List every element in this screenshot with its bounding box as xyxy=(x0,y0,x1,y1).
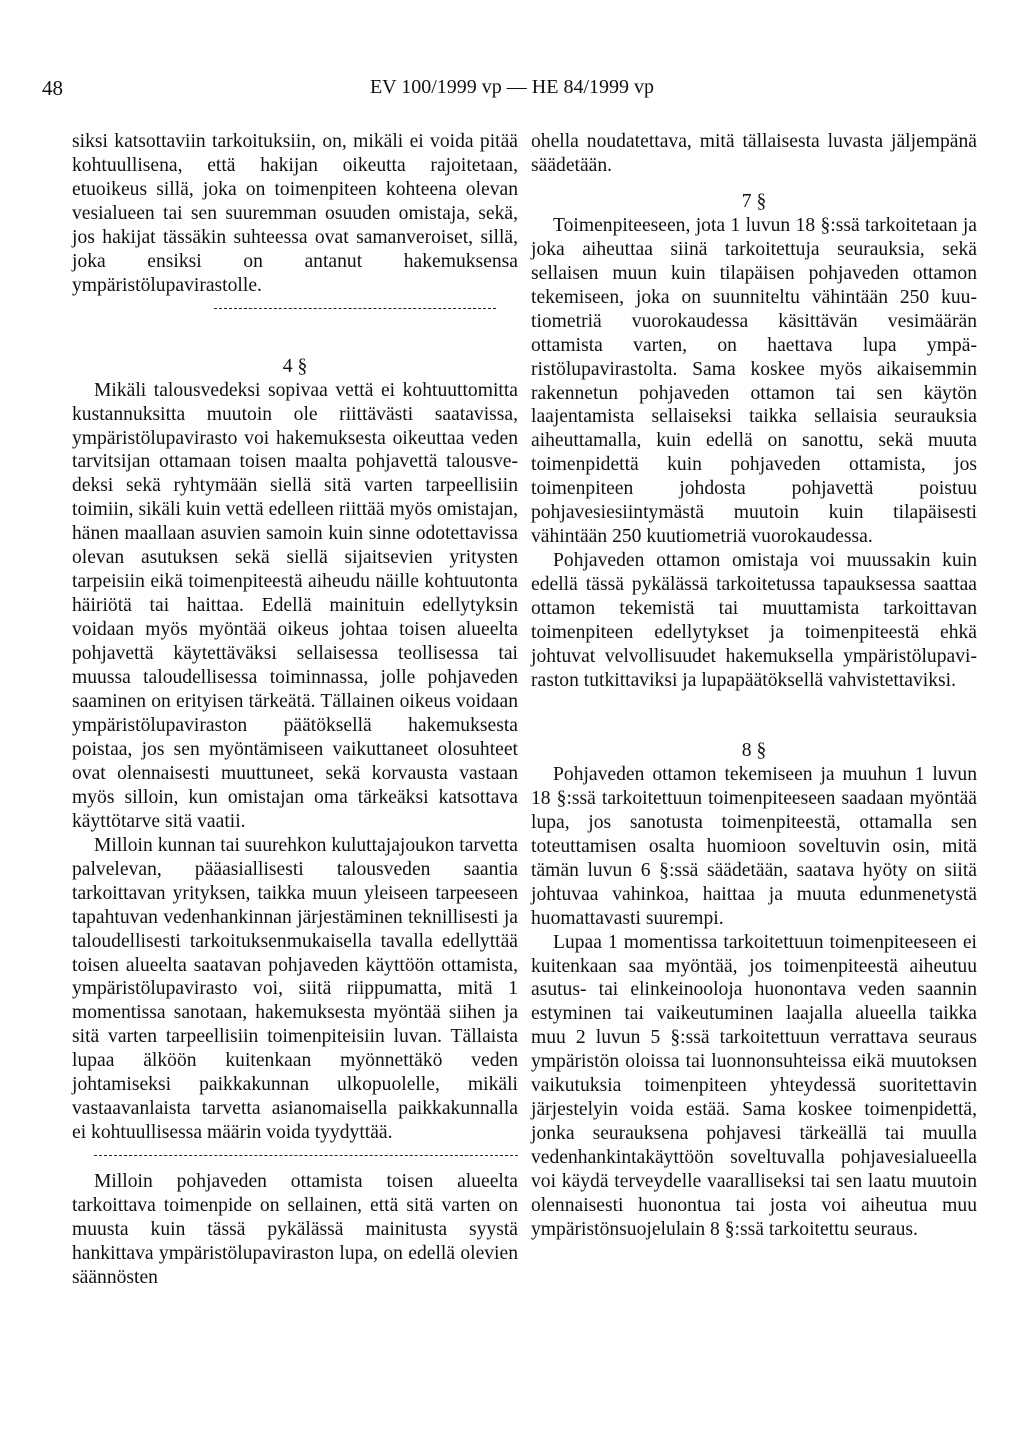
right-column xyxy=(531,130,977,1242)
omission-separator xyxy=(94,1155,518,1156)
right-paragraph-1: ohella noudatettava, mitä tällaisesta luvasta jäljempänä säädetään. xyxy=(531,131,977,176)
left-paragraph-4: Milloin pohjaveden ottamista toisen alueelta tarkoittava toimenpide on sellainen, että sitä varten on muusta kuin tässä pykälässä mainitusta syystä hankittava ympäristölupaviraston lupa, on edellä olevien säännösten xyxy=(72,1171,518,1288)
left-column xyxy=(72,130,518,1290)
right-paragraph-2: Toimenpiteeseen, jota 1 luvun 18 §:ssä tarkoitetaan ja joka aiheuttaa siinä tarkoitettuja seurauksia, sekä sellaisen muun kuin tilapäisen pohjaveden ottamon tekemiseen, joka on suunniteltu vähintään 250 kuutiometriä vuorokaudessa käsittävän vesimäärän ottamista varten, on haettava lupa ympäristölupavirastolta. Sama koskee myös aikaisemmin rakennetun pohjaveden ottamon tai sen käytön laajentamista sellaiseksi taikka sellaisia seurauksia aiheuttamalla, kuin edellä on sanottu, sekä muuta toimenpidettä kuin pohjaveden ottamista, jos toimenpiteen johdosta pohjavettä poistuu pohjavesiesiintymästä muutoin kuin tilapäisesti vähintään 250 kuutiometriä vuorokaudessa. xyxy=(531,214,977,548)
section-7-heading: 7 § xyxy=(741,190,767,212)
right-paragraph-5: Lupaa 1 momentissa tarkoitettuun toimenpiteeseen ei kuitenkaan saa myöntää, jos toimenpiteestä aiheutuu asutus- tai elinkeinooloja huonontava veden saannin estyminen tai vaikeutuminen laajalla alueella taikka muu 2 luvun 5 §:ssä tarkoitettuun verrattava seuraus ympäristön oloissa tai luonnonsuhteissa eikä muutoksen vaikutuksia toimenpiteen yhteydessä suoritettavin järjestelyin voida estää. Sama koskee toimenpidettä, jonka seurauksena pohjavesi tärkeällä tai muulla vedenhankintakäyttöön soveltuvalla pohjavesialueella voi käydä terveydelle vaaralliseksi tai sen laatu muutoin olennaisesti huonontua tai josta voi aiheutua muu ympäristönsuojelulain 8 §:ssä tarkoitettu seuraus. xyxy=(531,931,977,1240)
running-head: EV 100/1999 vp — HE 84/1999 vp xyxy=(369,76,655,98)
left-paragraph-1: siksi katsottaviin tarkoituksiin, on, mikäli ei voida pitää kohtuullisena, että hakijan oikeutta rajoitetaan, etuoikeus sillä, joka on toimenpiteen kohteena olevan vesialueen tai sen suuremman osuuden omistaja, sekä, jos hakijat tässäkin suhteessa ovat samanveroiset, sillä, joka ensiksi on antanut hakemuksensa ympäristölupavirastolle. xyxy=(72,131,518,296)
section-8-heading: 8 § xyxy=(741,739,767,761)
omission-separator xyxy=(214,308,496,309)
left-paragraph-3: Milloin kunnan tai suurehkon kuluttajajoukon tarvetta palvelevan, pääasiallisesti talousveden saantia tarkoittavan yrityksen, taikka muun yleiseen tarpeeseen tapahtuvan vedenhankinnan järjestäminen teknillisesti ja taloudellisesti tarkoituksenmukaisella tavalla edellyttää toisen alueelta saatavan pohjaveden käyttöön ottamista, ympäristölupavirasto voi, siitä riippumatta, mitä 1 momentissa sanotaan, hakemuksesta myöntää siihen ja sitä varten tarpeellisiin toimenpiteisiin luvan. Tällaista lupaa älköön kuitenkaan myönnettäkö veden johtamiseksi paikkakunnan ulkopuolelle, mikäli vastaavanlaista tarvetta asianomaisella paikkakunnalla ei kohtuullisessa määrin voida tyydyttää. xyxy=(72,834,518,1144)
right-paragraph-3: Pohjaveden ottamon omistaja voi muussakin kuin edellä tässä pykälässä tarkoitetussa tapauksessa saattaa ottamon tekemistä tai muuttamista tarkoittavan toimenpiteen edellytykset ja toimenpiteestä ehkä johtuvat velvollisuudet hakemuksella ympäristölupaviraston tutkittaviksi ja lupapäätöksellä vahvistettaviksi. xyxy=(531,550,977,691)
section-4-heading: 4 § xyxy=(282,355,308,377)
page-number: 48 xyxy=(42,76,63,100)
left-paragraph-2: Mikäli talousvedeksi sopivaa vettä ei kohtuuttomitta kustannuksitta muutoin ole riittävästi saatavissa, ympäristölupavirasto voi hakemuksesta oikeuttaa veden tarvitsijan ottamaan toisen maalta pohjavettä talousvedeksi sekä ryhtymään siellä sitä varten tarpeellisiin toimiin, sikäli kuin vettä edelleen riittää myös omistajan, hänen maallaan asuvien samoin kuin sinne odotettavissa olevan asutuksen sekä siellä sijaitsevien yritysten tarpeisiin eikä toimenpiteestä aiheudu näille kohtuutonta häiriötä tai haittaa. Edellä mainituin edellytyksin voidaan myös myöntää oikeus johtaa toisen alueelta pohjavettä käytettäväksi sellaisessa teollisessa tai muussa taloudellisessa toiminnassa, jolle pohjaveden saaminen on erityisen tärkeätä. Tällainen oikeus voidaan ympäristölupaviraston päätöksellä hakemuksesta poistaa, jos sen myöntämiseen vaikuttaneet olosuhteet ovat olennaisesti muuttuneet, sekä korvausta vastaan myös silloin, kun omistajan oma tärkeäksi katsottava käyttötarve sitä vaatii. xyxy=(72,379,518,832)
right-paragraph-4: Pohjaveden ottamon tekemiseen ja muuhun 1 luvun 18 §:ssä tarkoitettuun toimenpiteeseen saadaan myöntää lupa, jos sanotusta toimenpiteestä, ottamalla sen toteuttamisen osalta huomioon soveltuvin osin, mitä tämän luvun 6 §:ssä säädetään, saatava hyöty on siitä johtuvaa vahinkoa, haittaa ja muuta edunmenetystä huomattavasti suurempi. xyxy=(531,763,977,929)
